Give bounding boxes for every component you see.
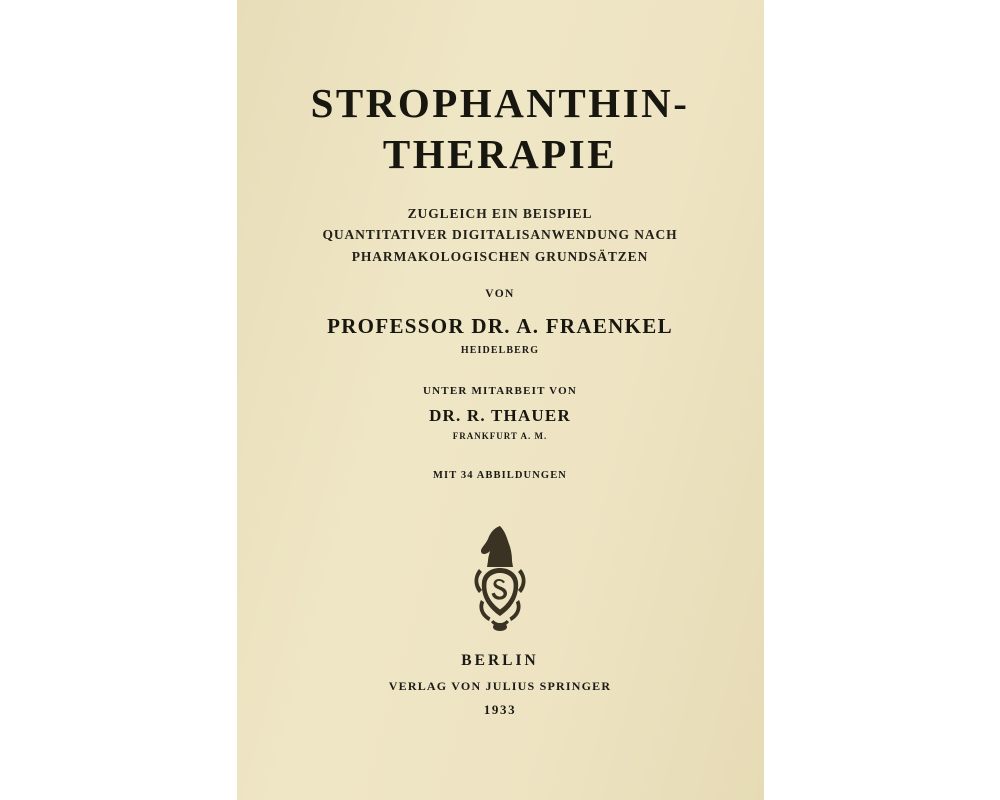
imprint-block bbox=[237, 652, 764, 718]
subtitle-line-2: QUANTITATIVER DIGITALISANWENDUNG NACH bbox=[322, 227, 678, 243]
imprint-city: BERLIN bbox=[461, 652, 539, 669]
figures-note: MIT 34 ABBILDUNGEN bbox=[433, 470, 567, 482]
publisher-logo-area bbox=[277, 522, 724, 639]
collaborator-intro: UNTER MITARBEIT VON bbox=[423, 385, 577, 398]
collaborator-city: FRANKFURT A. M. bbox=[452, 431, 548, 442]
springer-horse-seal-logo-icon bbox=[469, 522, 531, 639]
imprint-year: 1933 bbox=[483, 702, 517, 717]
by-label: VON bbox=[485, 288, 515, 301]
collaborator-name: DR. R. THAUER bbox=[429, 406, 571, 426]
subtitle-line-1: ZUGLEICH EIN BEISPIEL bbox=[407, 205, 593, 221]
subtitle-line-3: PHARMAKOLOGISCHEN GRUNDSÄTZEN bbox=[351, 249, 649, 265]
cover-subtitle bbox=[277, 203, 724, 269]
book-cover bbox=[237, 0, 764, 800]
author-name: PROFESSOR DR. A. FRAENKEL bbox=[327, 314, 673, 339]
author-city: HEIDELBERG bbox=[460, 345, 540, 357]
title-line-2: THERAPIE bbox=[382, 131, 618, 178]
title-line-1: STROPHANTHIN- bbox=[310, 80, 690, 126]
cover-title bbox=[277, 78, 724, 181]
imprint-publisher: VERLAG VON JULIUS SPRINGER bbox=[388, 679, 612, 693]
